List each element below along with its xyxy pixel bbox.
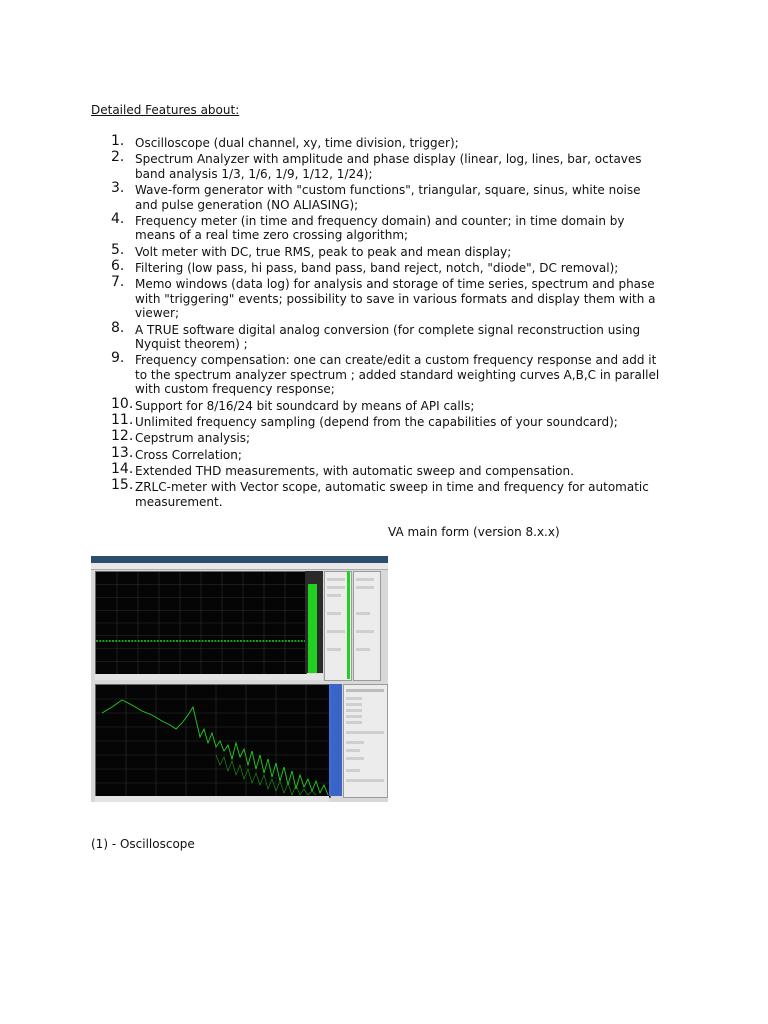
feature-text: Filtering (low pass, hi pass, band pass, band reject, notch, "diode", DC removal); xyxy=(135,260,619,275)
feature-item xyxy=(91,180,661,212)
feature-number: 8. xyxy=(111,319,125,336)
feature-number: 11. xyxy=(111,411,134,428)
spectrum-trace xyxy=(102,700,328,795)
feature-item xyxy=(91,319,661,352)
feature-text: Extended THD measurements, with automatic sweep and compensation. xyxy=(135,463,574,478)
section-title: (1) - Oscilloscope xyxy=(91,837,195,851)
feature-text: ZRLC-meter with Vector scope, automatic sweep in time and frequency for automatic measurement. xyxy=(135,480,649,509)
feature-item xyxy=(91,444,661,463)
feature-item xyxy=(91,210,661,243)
feature-item xyxy=(91,460,661,479)
feature-item xyxy=(91,257,661,276)
feature-item xyxy=(91,395,661,414)
feature-item xyxy=(91,428,661,446)
feature-number: 13. xyxy=(111,444,134,461)
scope-level-meter xyxy=(308,584,317,673)
feature-number: 7. xyxy=(111,274,125,291)
feature-item xyxy=(91,149,661,181)
feature-text: Oscilloscope (dual channel, xy, time division, trigger); xyxy=(135,136,459,150)
channel-left-level xyxy=(347,571,350,679)
feature-text: A TRUE software digital analog conversion (for complete signal reconstruction using Nyquist theorem) ; xyxy=(135,322,641,352)
figure-caption: VA main form (version 8.x.x) xyxy=(388,525,560,539)
feature-number: 15. xyxy=(111,477,134,494)
feature-number: 3. xyxy=(111,180,125,197)
feature-item xyxy=(91,133,661,151)
feature-number: 4. xyxy=(111,210,125,227)
feature-text: Memo windows (data log) for analysis and storage of time series, spectrum and phase with "triggering" events; possibility to save in various formats and display them with a viewer; xyxy=(135,277,656,321)
spectrum-scroll[interactable] xyxy=(329,684,331,796)
feature-number: 1. xyxy=(111,133,125,149)
feature-text: Spectrum Analyzer with amplitude and phase display (linear, log, lines, bar, octaves band analysis 1/3, 1/6, 1/9, 1/12, 1/24); xyxy=(135,152,642,181)
feature-number: 9. xyxy=(111,350,125,367)
spectrum-status-bar xyxy=(95,796,329,802)
features-heading: Detailed Features about: xyxy=(91,103,240,117)
feature-text: Cross Correlation; xyxy=(135,447,242,462)
feature-item xyxy=(91,411,661,430)
feature-item xyxy=(91,241,661,260)
feature-number: 14. xyxy=(111,460,134,477)
feature-text: Cepstrum analysis; xyxy=(135,431,251,446)
feature-number: 10. xyxy=(111,395,134,412)
feature-text: Wave-form generator with "custom functions", triangular, square, sinus, white noise and pulse generation (NO ALIASING); xyxy=(135,183,641,212)
feature-number: 6. xyxy=(111,257,125,274)
window-menubar xyxy=(91,563,388,570)
feature-text: Frequency meter (in time and frequency domain) and counter; in time domain by means of a real time zero crossing algorithm; xyxy=(135,213,625,243)
feature-number: 2. xyxy=(111,149,125,166)
scope-status-bar xyxy=(95,674,323,680)
feature-item xyxy=(91,274,661,321)
feature-text: Frequency compensation: one can create/edit a custom frequency response and add it to the spectrum analyzer spectrum ; added standard weighting curves A,B,C in parallel with custom frequency response; xyxy=(135,353,660,397)
feature-item xyxy=(91,350,661,397)
features-list xyxy=(91,133,661,511)
oscilloscope-screen xyxy=(95,571,307,675)
feature-item xyxy=(91,477,661,509)
va-main-form-screenshot xyxy=(91,556,388,802)
window-titlebar xyxy=(91,556,388,563)
feature-number: 12. xyxy=(111,428,134,445)
feature-number: 5. xyxy=(111,241,125,258)
spectrum-control-panel[interactable] xyxy=(343,684,388,798)
oscilloscope-grid xyxy=(96,572,306,674)
feature-text: Support for 8/16/24 bit soundcard by means of API calls; xyxy=(135,398,475,413)
feature-text: Unlimited frequency sampling (depend from the capabilities of your soundcard); xyxy=(135,414,618,429)
spectrum-screen xyxy=(95,684,331,798)
feature-text: Volt meter with DC, true RMS, peak to peak and mean display; xyxy=(135,244,512,259)
channel-right-panel[interactable] xyxy=(353,571,381,681)
spectrum-plot xyxy=(96,685,330,797)
